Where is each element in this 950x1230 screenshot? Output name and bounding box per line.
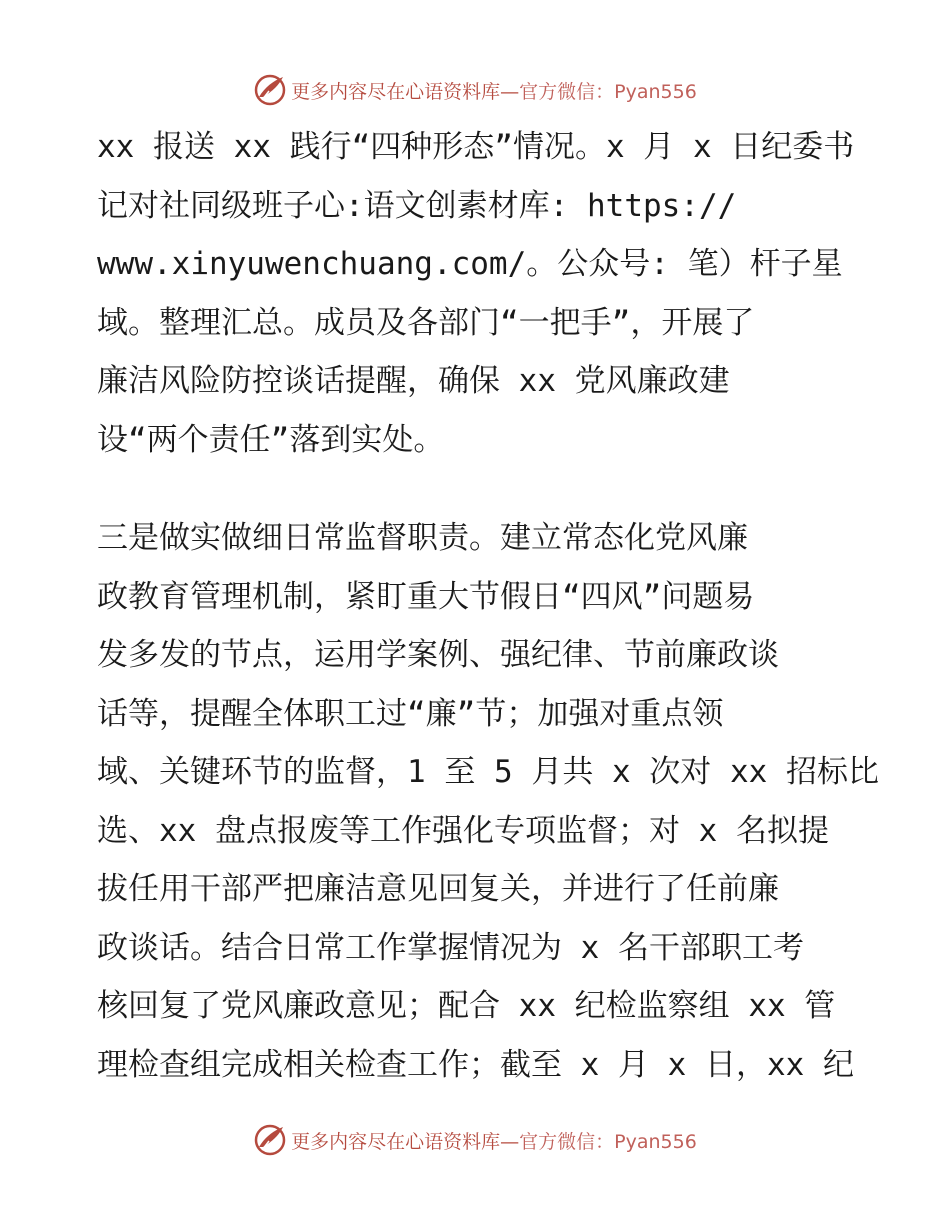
text-line: 发多发的节点，运用学案例、强纪律、节前廉政谈	[97, 637, 779, 673]
banner-text: 更多内容尽在心语资料库—	[291, 80, 520, 103]
text-line: 拔任用干部严把廉洁意见回复关，并进行了任前廉	[97, 871, 779, 907]
quill-logo-icon	[253, 73, 287, 107]
text-line: xx 报送 xx 践行“四种形态”情况。x 月 x 日纪委书	[97, 129, 855, 165]
text-line: www.xinyuwenchuang.com/。公众号: 笔）杆子星	[97, 246, 843, 282]
text-line: 域、关键环节的监督，1 至 5 月共 x 次对 xx 招标比	[97, 754, 879, 790]
paragraph-1	[97, 118, 857, 469]
text-line: 核回复了党风廉政意见；配合 xx 纪检监察组 xx 管	[97, 988, 836, 1024]
document-body	[97, 118, 879, 1094]
paragraph-gap	[97, 469, 857, 509]
header-banner	[0, 70, 950, 110]
text-line: 三是做实做细日常监督职责。建立常态化党风廉	[97, 520, 748, 556]
text-line: 政教育管理机制，紧盯重大节假日“四风”问题易	[97, 578, 755, 615]
banner-text: 更多内容尽在心语资料库—	[291, 1130, 520, 1153]
text-line: 选、xx 盘点报废等工作强化专项监督；对 x 名拟提	[97, 812, 829, 849]
text-line: 理检查组完成相关检查工作；截至 x 月 x 日，xx 纪	[97, 1046, 854, 1083]
text-line: 政谈话。结合日常工作掌握情况为 x 名干部职工考	[97, 929, 804, 966]
text-line: 廉洁风险防控谈话提醒，确保 xx 党风廉政建	[97, 363, 730, 399]
banner-contact: 官方微信：Pyan556	[519, 80, 697, 103]
footer-banner	[0, 1120, 950, 1160]
text-line: 域。整理汇总。成员及各部门“一把手”，开展了	[97, 304, 755, 341]
paragraph-2	[97, 509, 879, 1094]
text-line: 记对社同级班子心:语文创素材库: https://	[97, 187, 737, 224]
text-line: 设“两个责任”落到实处。	[97, 421, 445, 458]
quill-logo-icon	[253, 1123, 287, 1157]
banner-contact: 官方微信：Pyan556	[519, 1130, 697, 1153]
text-line: 话等，提醒全体职工过“廉”节；加强对重点领	[97, 695, 724, 732]
